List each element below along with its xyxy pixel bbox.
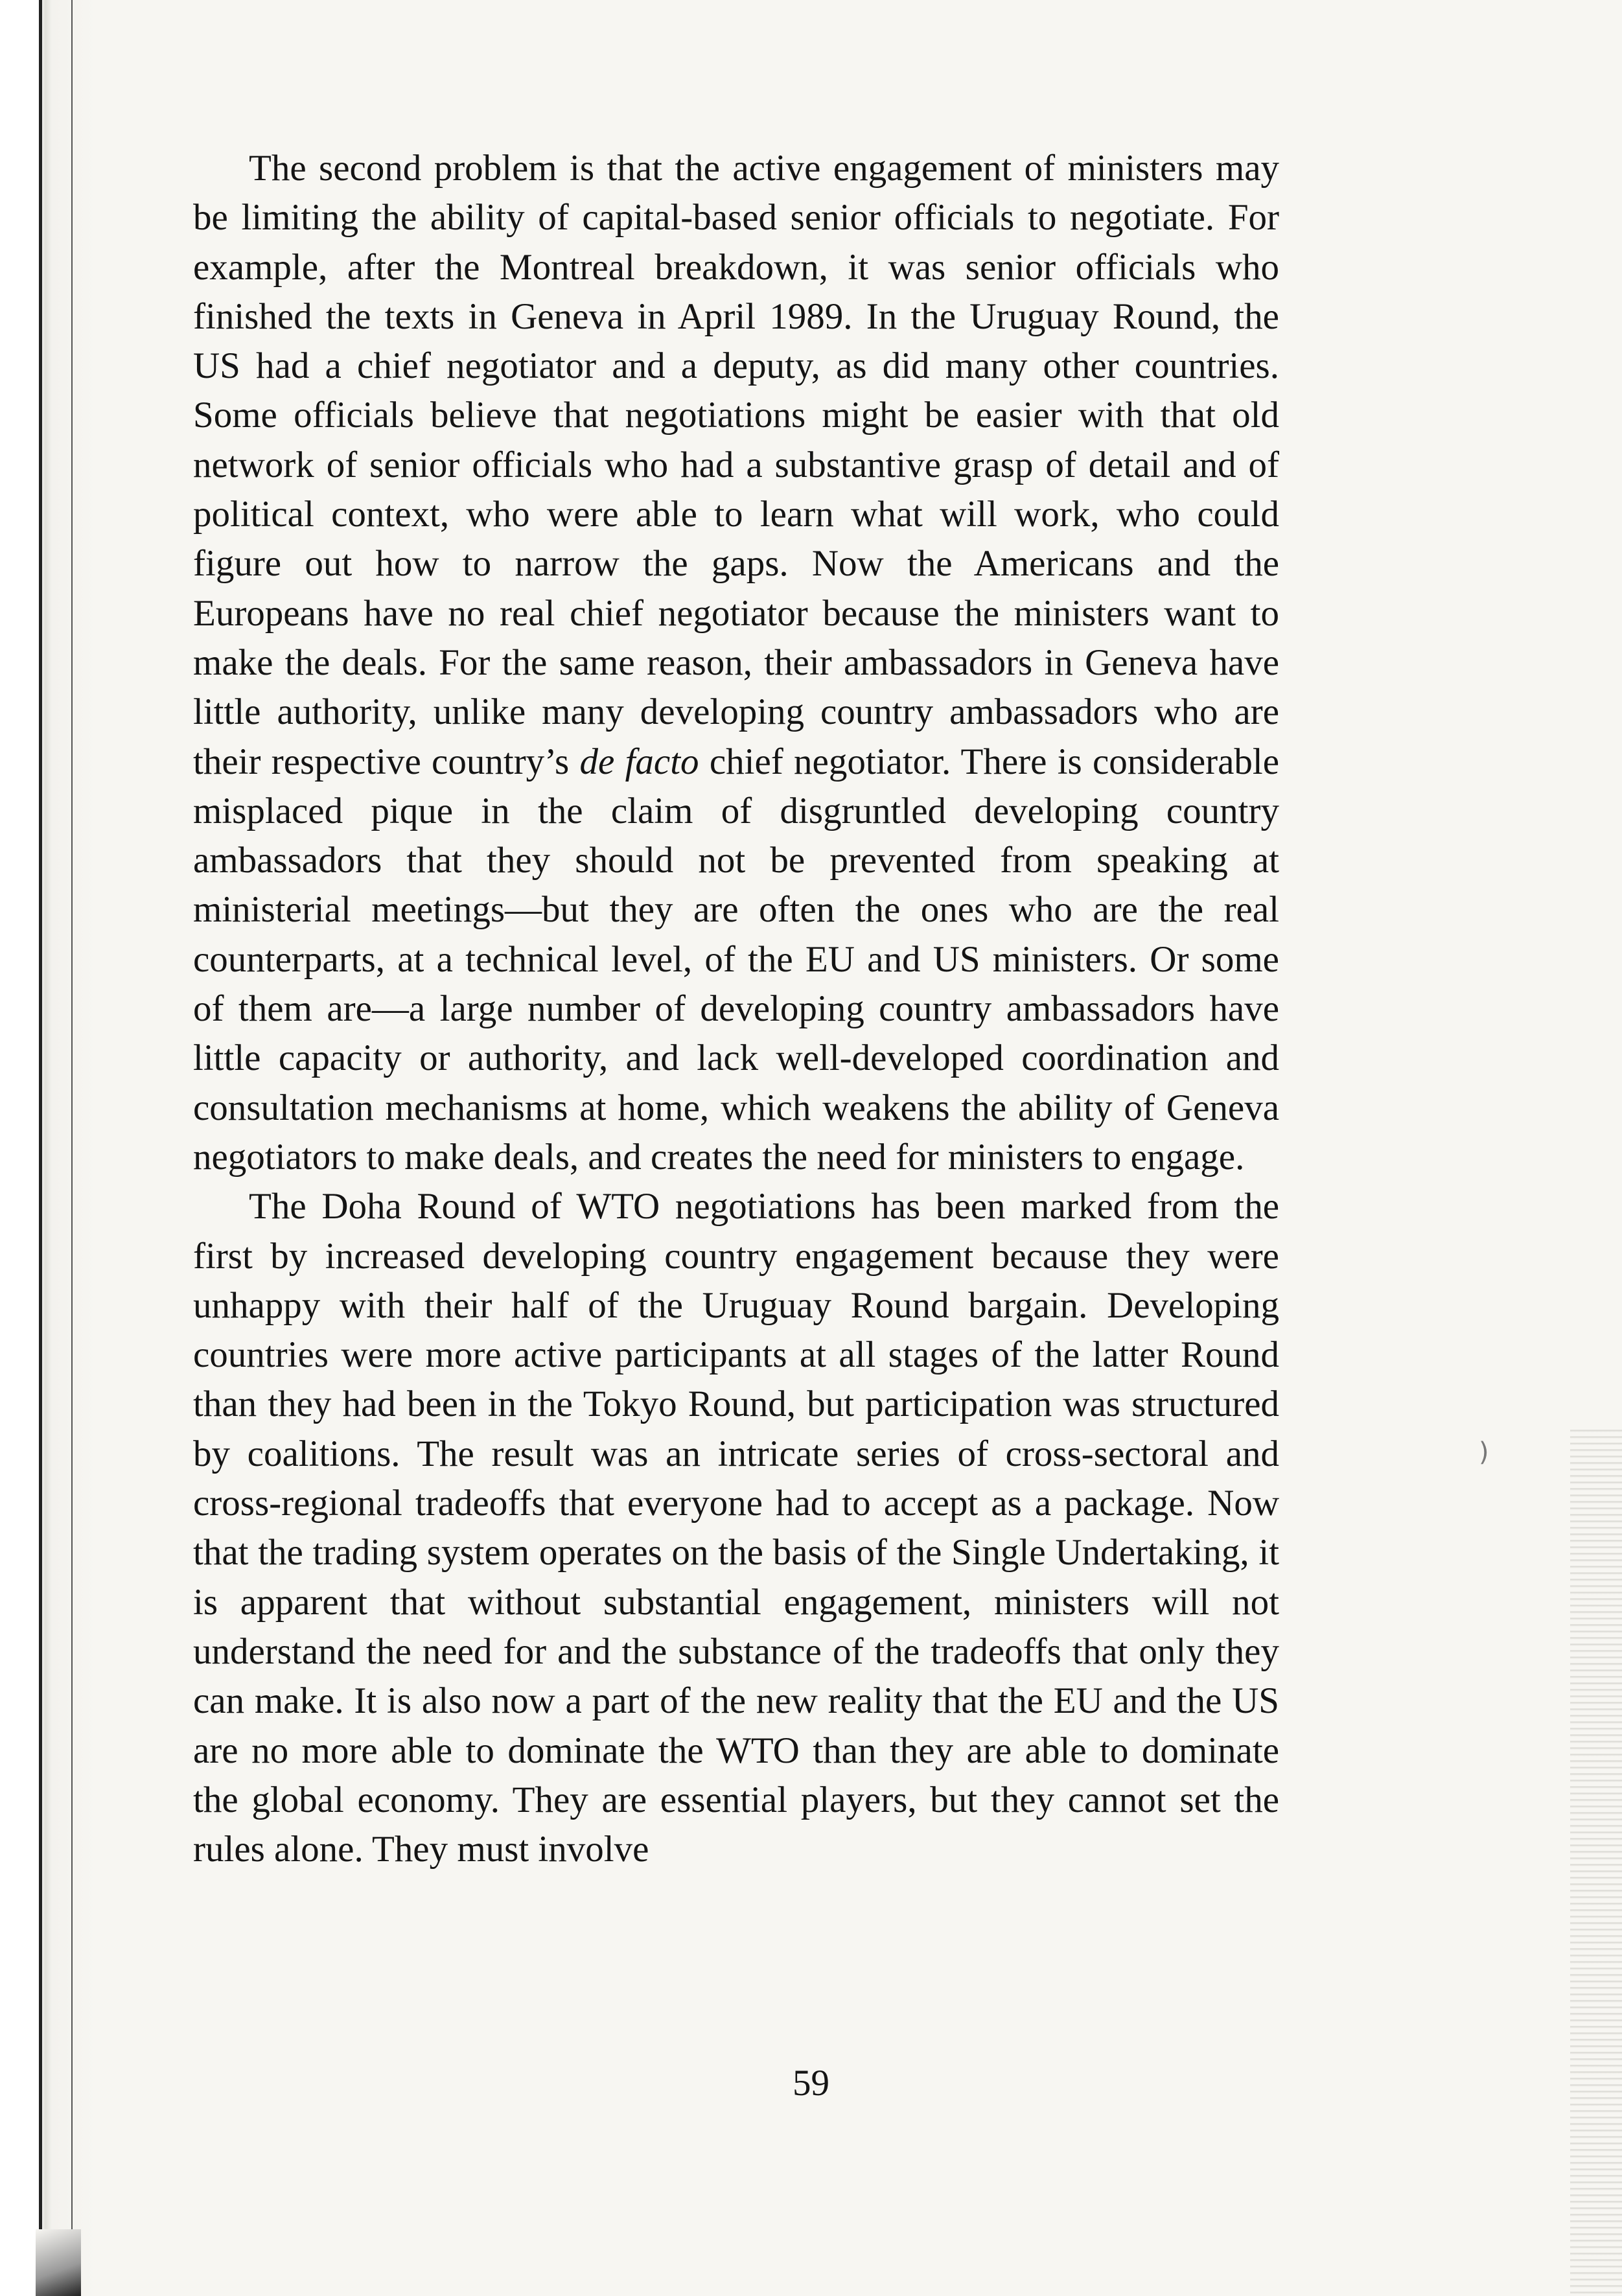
paragraph-1-text: The second problem is that the active engagement of ministers may be limiting the ability of capital-based senior officials to negotiate. For example, after the Montreal breakdown, it was senior officials who finished the texts in Geneva in April 1989. In the Uruguay Round, the US had a chief negotiator and a deputy, as did many other countries. Some officials believe that negotiations might be easier with that old network of senior officials who had a substantive grasp of detail and of political context, who were able to learn what will work, who could figure out how to narrow the gaps. Now the Americans and the Europeans have no real chief negotiator because the ministers want to make the deals. For the same reason, their ambassadors in Geneva have little authority, unlike many developing country ambassadors who are their respective country’s	[193, 148, 1279, 782]
paragraph-2: The Doha Round of WTO negotiations has been marked from the first by increased developing country engagement because they were unhappy with their half of the Uruguay Round bargain. Developing countries were more active participants at all stages of the latter Round than they had been in the Tokyo Round, but participation was structured by coalitions. The result was an intricate series of cross-sectoral and cross-regional tradeoffs that everyone had to accept as a package. Now that the trading system operates on the basis of the Single Undertaking, it is apparent that without substantial engagement, ministers will not understand the need for and the substance of the tradeoffs that only they can make. It is also now a part of the new reality that the EU and the US are no more able to dominate the WTO than they are able to dominate the global economy. They are essential players, but they cannot set the rules alone. They must involve	[193, 1186, 1279, 1870]
page-number: 59	[793, 2063, 829, 2104]
paragraph-1-italic: de facto	[579, 741, 699, 782]
body-text	[193, 144, 1279, 1874]
paragraph-1	[193, 144, 1279, 1182]
scan-mark-bracket: )	[1479, 1437, 1489, 1467]
binding-inner-line	[71, 0, 73, 2296]
book-binding-edge	[0, 0, 97, 2296]
page-edge-speckle	[1570, 1426, 1622, 2296]
binding-shadow-line	[39, 0, 42, 2296]
binding-corner-shadow	[36, 2229, 81, 2296]
paragraph-1-text-continued: chief negotiator. There is considerable misplaced pique in the claim of disgruntled developing country ambassadors that they should not be prevented from speaking at ministerial meetings—but they are often the ones who are the real counterparts, at a technical level, of the EU and US ministers. Or some of them are—a large number of developing country ambassadors have little capacity or authority, and lack well-developed coordination and consultation mechanisms at home, which weakens the ability of Geneva negotiators to make deals, and creates the need for ministers to engage.	[193, 741, 1280, 1177]
